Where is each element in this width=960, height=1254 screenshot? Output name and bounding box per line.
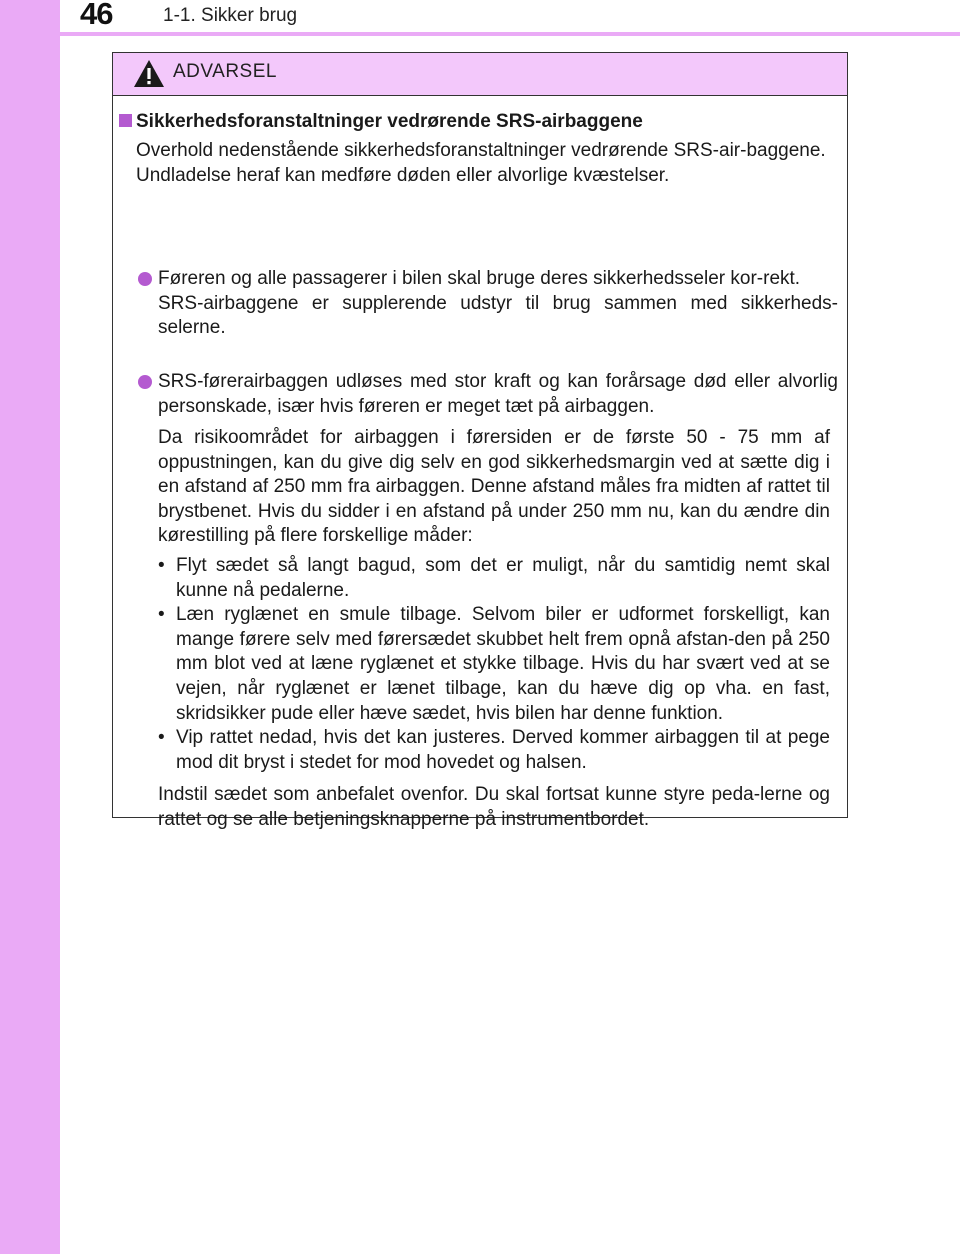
section-title: 1-1. Sikker brug [163, 5, 298, 26]
warning-heading-text: Sikkerhedsforanstaltninger vedrørende SRS-airbaggene [136, 111, 643, 132]
circle-bullet-icon [138, 375, 152, 389]
list-item-text: Læn ryglænet en smule tilbage. Selvom biler er udformet forskelligt, kan mange førere selv med førersædet skubbet helt frem opnå afstan-den på 250 mm blot ved at læne ryglænet et stykke tilbage. Hvis du har svært ved at se vejen, når ryglænet er lænet tilbage, kan du hæve dig op vha. en fast, skridsikker pude eller hæve sædet, hvis bilen har denne funktion. [176, 604, 830, 724]
adjustment-list [158, 554, 830, 775]
list-item: • Flyt sædet så langt bagud, som det er muligt, når du samtidig nemt skal kunne nå pedalerne. [158, 555, 830, 601]
page-number: 46 [80, 0, 113, 31]
intro-paragraph: Overhold nedenstående sikkerhedsforanstaltninger vedrørende SRS-air-baggene. Undladelse heraf kan medføre døden eller alvorlige kvæstelser. [136, 140, 826, 186]
list-item-text: Vip rattet nedad, hvis det kan justeres. Derved kommer airbaggen til at pege mod dit bryst i stedet for mod hovedet og halsen. [176, 727, 830, 773]
square-bullet-icon [119, 114, 132, 127]
warning-heading [119, 110, 643, 135]
final-paragraph: Indstil sædet som anbefalet ovenfor. Du skal fortsat kunne styre peda-lerne og rattet og se alle betjeningsknapperne på instrumentbordet. [158, 784, 830, 830]
list-item-text: Flyt sædet så langt bagud, som det er muligt, når du samtidig nemt skal kunne nå pedalerne. [176, 555, 830, 601]
header-rule [0, 32, 960, 36]
warning-title: ADVARSEL [173, 61, 277, 82]
circle-bullet-icon [138, 272, 152, 286]
warning-triangle-icon [133, 59, 165, 89]
bullet-seatbelts: Føreren og alle passagerer i bilen skal bruge deres sikkerhedsseler kor-rekt. SRS-airbaggene er supplerende udstyr til brug sammen med sikkerheds-selerne. [158, 268, 838, 339]
warning-box [112, 52, 848, 830]
list-item: • Vip rattet nedad, hvis det kan justeres. Derved kommer airbaggen til at pege mod dit bryst i stedet for mod hovedet og halsen. [158, 727, 830, 773]
risk-paragraph: Da risikoområdet for airbaggen i førersiden er de første 50 - 75 mm af oppustningen, kan du give dig selv en god sikkerhedsmargin ved at sætte dig i en afstand af 250 mm fra airbaggen. Denne afstand måles fra midten af rattet til brystbenet. Hvis du sidder i en afstand på under 250 mm nu, kan du ændre din kørestilling på flere forskellige måder: [158, 427, 830, 547]
warning-header [113, 53, 847, 96]
page-margin-band [0, 0, 60, 1254]
bullet-driver-airbag: SRS-førerairbaggen udløses med stor kraft og kan forårsage død eller alvorlig personskade, især hvis føreren er meget tæt på airbaggen. [158, 371, 838, 417]
list-item: • Læn ryglænet en smule tilbage. Selvom biler er udformet forskelligt, kan mange førere selv med førersædet skubbet helt frem opnå afstan-den på 250 mm blot ved at læne ryglænet et stykke tilbage. Hvis du har svært ved at se vejen, når ryglænet er lænet tilbage, kan du hæve dig op vha. en fast, skridsikker pude eller hæve sædet, hvis bilen har denne funktion. [158, 604, 830, 724]
